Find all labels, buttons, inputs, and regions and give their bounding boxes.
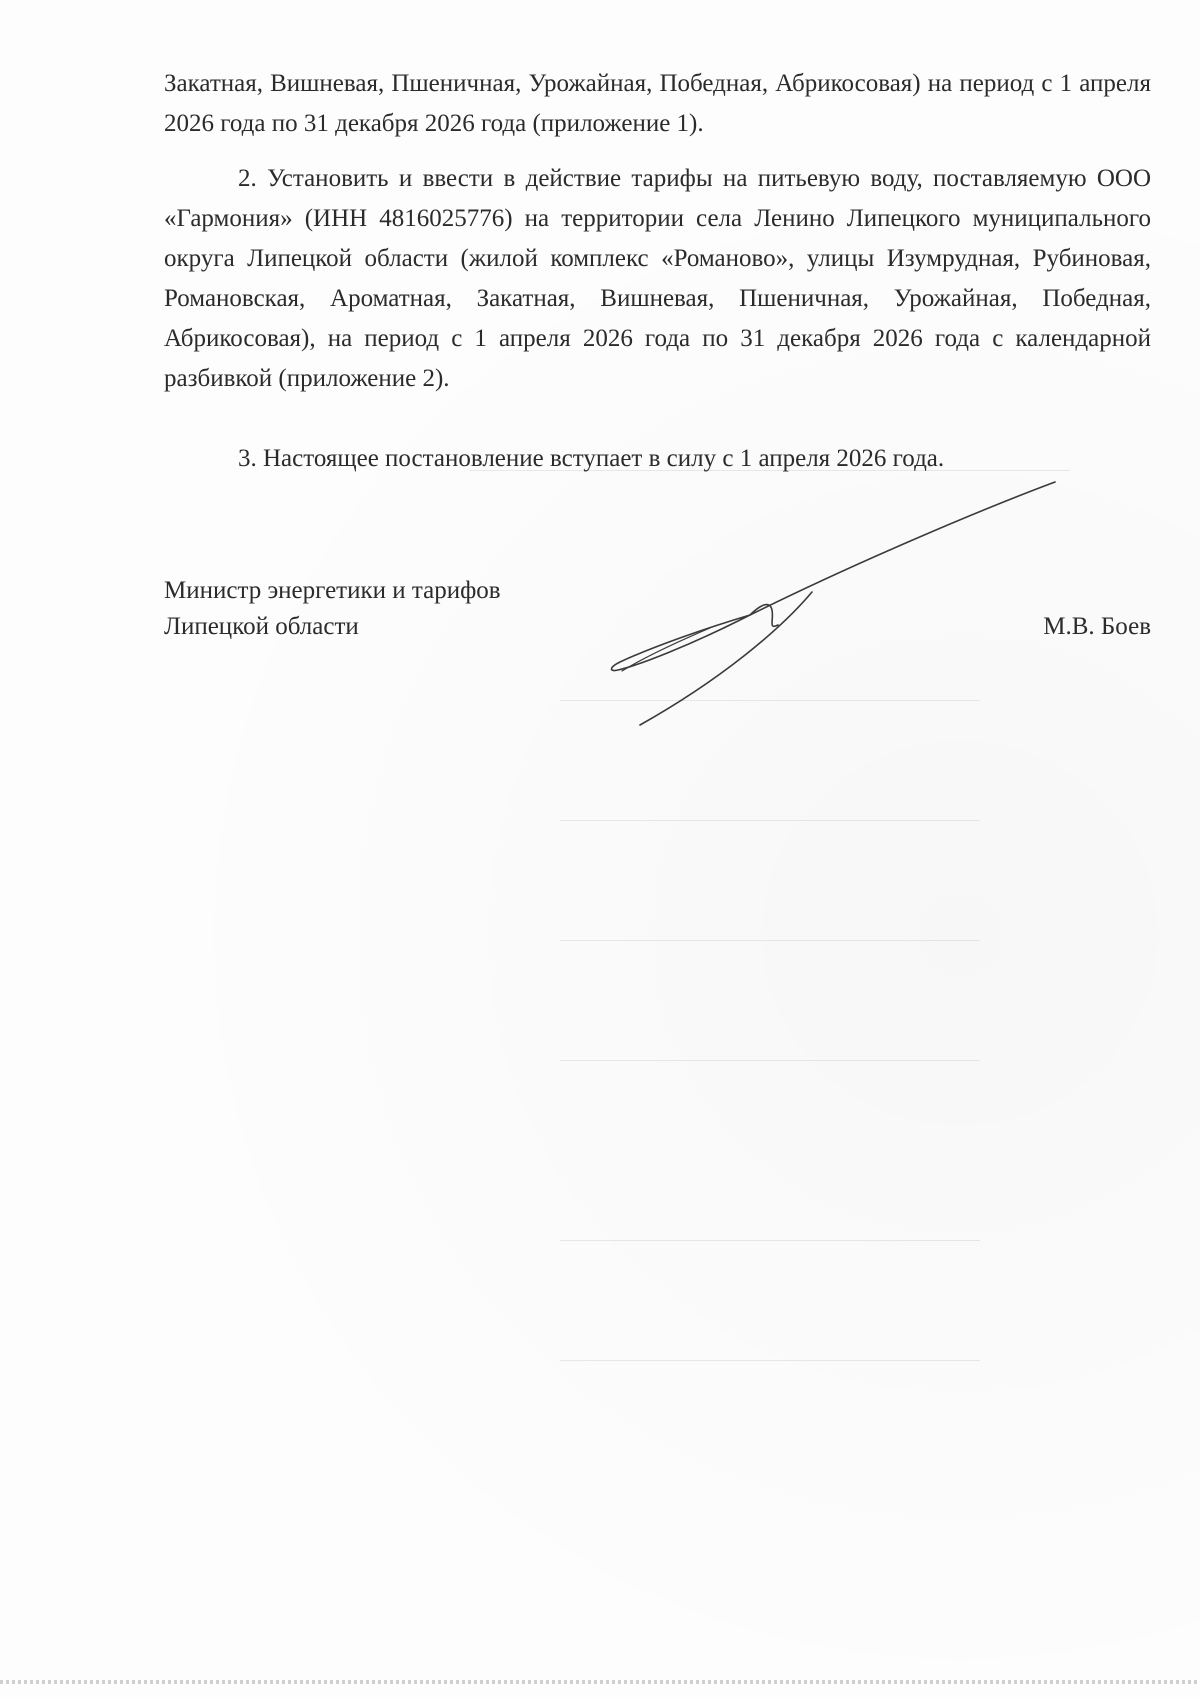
signatory-position: [164, 573, 501, 645]
paragraph-1-continuation: [164, 64, 1151, 144]
signatory-name: М.В. Боев: [1043, 613, 1151, 640]
signatory-position-line-1: Министр энергетики и тарифов: [164, 577, 501, 604]
bleed-through-line: [560, 820, 980, 821]
paragraph-2-text: 2. Установить и ввести в действие тарифы на питьевую воду, поставляемую ООО «Гармония» (ИНН 4816025776) на территории села Ленино Липецкого муниципального округа Липецкой области (жилой комплекс «Романово», улицы Изумрудная, Рубиновая, Романовская, Ароматная, Закатная, Вишневая, Пшеничная, Урожайная, Победная, Абрикосовая), на период с 1 апреля 2026 года по 31 декабря 2026 года с календарной разбивкой (приложение 2).: [164, 165, 1151, 392]
page-bottom-edge: [0, 1680, 1200, 1684]
bleed-through-line: [560, 1240, 980, 1241]
bleed-through-line: [560, 1060, 980, 1061]
paragraph-1-text: Закатная, Вишневая, Пшеничная, Урожайная, Победная, Абрикосовая) на период с 1 апреля 2026 года по 31 декабря 2026 года (приложение 1).: [164, 70, 1151, 137]
signatory-position-line-2: Липецкой области: [164, 613, 359, 640]
paragraph-2: [164, 159, 1151, 399]
paragraph-3-text: 3. Настоящее постановление вступает в силу с 1 апреля 2026 года.: [238, 445, 945, 472]
bleed-through-line: [560, 1360, 980, 1361]
handwritten-signature: [600, 470, 1060, 730]
bleed-through-line: [560, 940, 980, 941]
